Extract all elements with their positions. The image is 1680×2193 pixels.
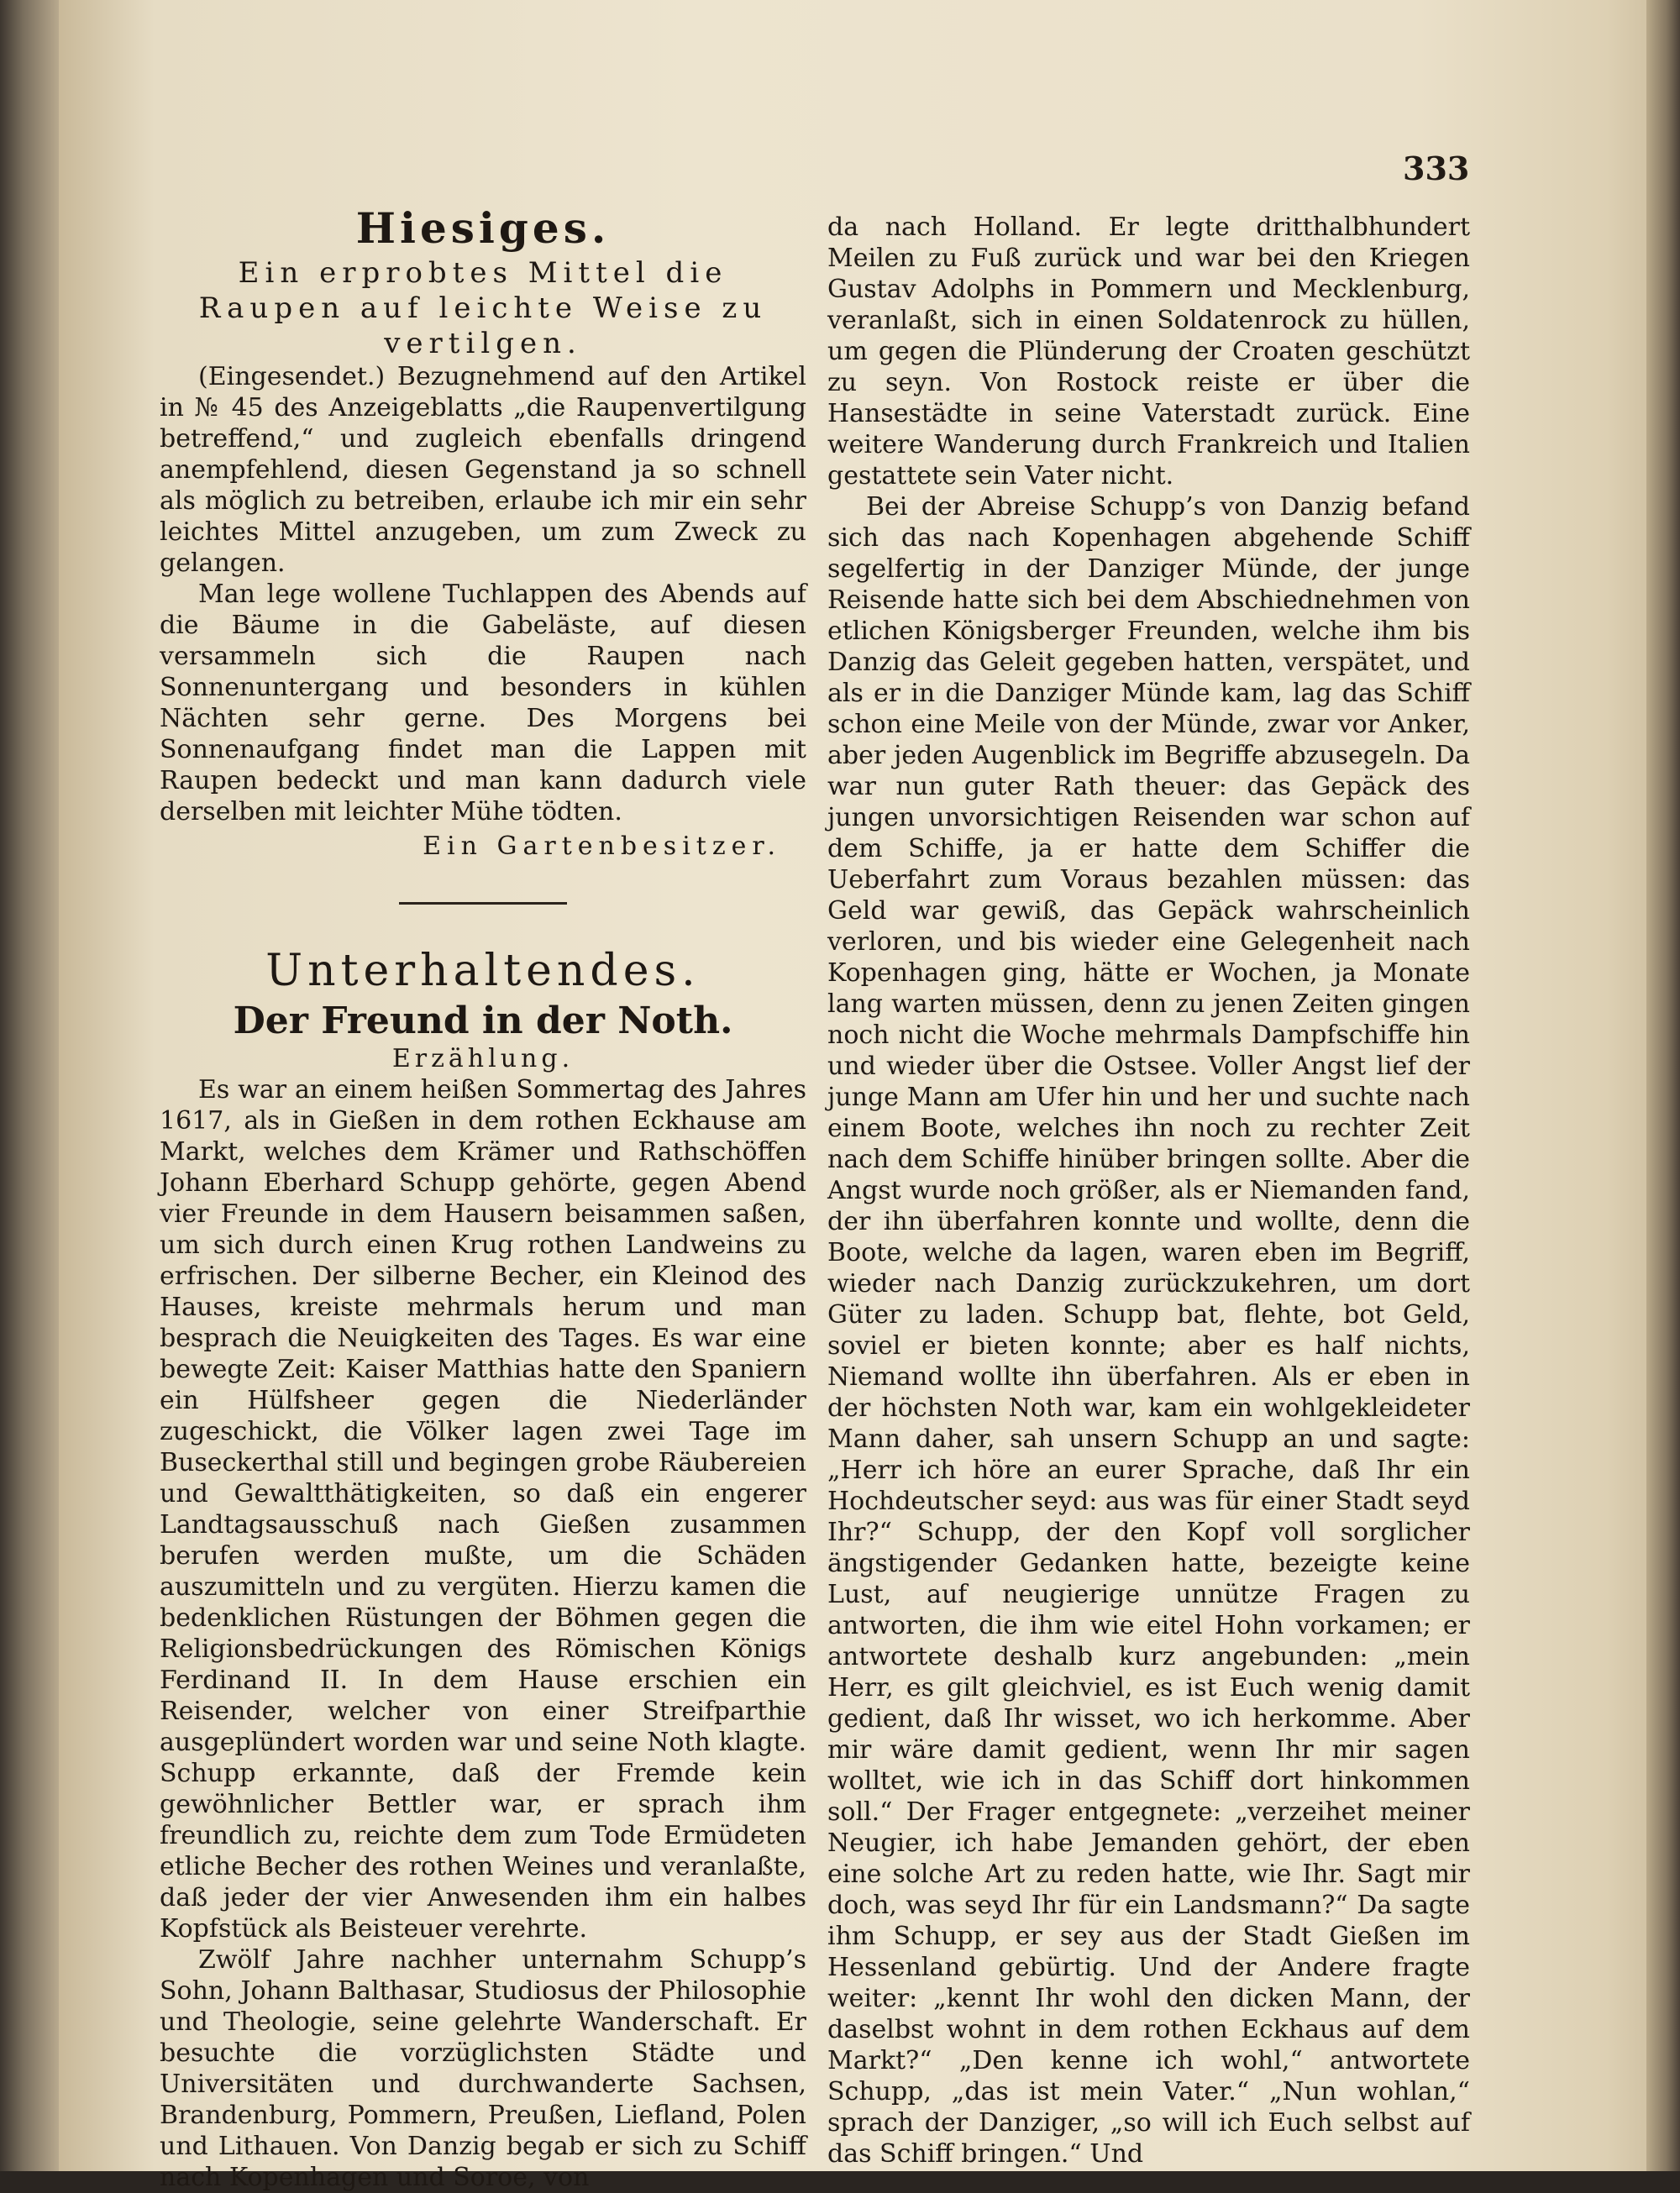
story-continuation-paragraph-2: Bei der Abreise Schupp’s von Danzig befand sich das nach Kopenhagen abgehende Schiff segelfertig in der Danziger Münde, der junge Reisende hatte sich bei dem Abschiednehmen von etlichen Königsberger Freunden, welche ihm bis Danzig das Geleit gegeben hatten, verspätet, und als er in die Danziger Münde kam, lag das Schiff schon eine Meile von der Münde, zwar vor Anker, aber jeden Augenblick im Begriffe abzusegeln. Da war nun guter Rath theuer: das Gepäck des jungen unvorsichtigen Reisenden war schon auf dem Schiffe, ja er hatte dem Schiffer die Ueberfahrt zum Voraus bezahlen müssen: das Geld war gewiß, das Gepäck wahrscheinlich verloren, und bis wieder eine Gelegenheit nach Kopenhagen ging, hätte er Wochen, ja Monate lang warten müssen, denn zu jenen Zeiten gingen noch nicht die Woche mehrmals Dampfschiffe hin und wieder über die Ostsee. Voller Angst lief der junge Mann am Ufer hin und her und suchte nach einem Boote, welches ihn noch zu rechter Zeit nach dem Schiffe hinüber bringen sollte. Aber die Angst wurde noch größer, als er Niemanden fand, der ihn überfahren konnte und wollte, denn die Boote, welche da lagen, waren eben im Begriff, wieder nach Danzig zurückzukehren, um dort Güter zu laden. Schupp bat, flehte, bot Geld, soviel er bieten konnte; aber es half nichts, Niemand wollte ihn überfahren. Als er eben in der höchsten Noth war, kam ein wohlgekleideter Mann daher, sah unsern Schupp an und sagte: „Herr ich höre an eurer Sprache, daß Ihr ein Hochdeutscher seyd: aus was für einer Stadt seyd Ihr?“ Schupp, der den Kopf voll sorglicher ängstigender Gedanken hatte, bezeigte keine Lust, auf neugierige unnütze Fragen zu antworten, die ihm wie eitel Hohn vorkamen; er antwortete deshalb kurz angebunden: „mein Herr, es gilt gleichviel, es ist Euch wenig damit gedient, daß Ihr wisset, wo ich herkomme. Aber mir wäre damit gedient, wenn Ihr mir sagen wolltet, wie ich in das Schiff dort hinkommen soll.“ Der Frager entgegnete: „verzeihet meiner Neugier, ich habe Jemanden gehört, der eben eine solche Art zu reden hatte, wie Ihr. Sagt mir doch, was seyd Ihr für ein Landsmann?“ Da sagte ihm Schupp, er sey aus der Stadt Gießen im Hessenland gebürtig. Und der Andere fragte weiter: „kennt Ihr wohl den dicken Mann, der daselbst wohnt in dem rothen Eckhaus auf dem Markt?“ „Den kenne ich wohl,“ antwortete Schupp, „das ist mein Vater.“ „Nun wohlan,“ sprach der Danziger, „so will ich Euch selbst auf das Schiff bringen.“ Und [827,492,1470,2169]
right-column [827,212,1470,2169]
story-title: Der Freund in der Noth. [233,999,733,1042]
article-signature: Ein Gartenbesitzer. [423,832,781,861]
page-stack-edge [1646,0,1680,2171]
story-genre: Erzählung. [391,1044,575,1073]
article-paragraph-2: Man lege wollene Tuchlappen des Abends auf die Bäume in die Gabeläste, auf diesen versammeln sich die Raupen nach Sonnenuntergang und besonders in kühlen Nächten sehr gerne. Des Morgens bei Sonnenaufgang findet man die Lappen mit Raupen bedeckt und man kann dadurch viele derselben mit leichter Mühe tödten. [160,580,806,826]
story-paragraph-2: Zwölf Jahre nachher unternahm Schupp’s Sohn, Johann Balthasar, Studiosus der Philosophie und Theologie, seine gelehrte Wanderschaft. Er besuchte die vorzüglichsten Städte und Universitäten und durchwanderte Sachsen, Brandenburg, Pommern, Preußen, Liefland, Polen und Lithauen. Von Danzig begab er sich zu Schiff nach Kopenhagen und Soroe, von [160,1945,806,2192]
page-number: 333 [1403,150,1470,187]
entertainment-heading: Unterhaltendes. [265,946,701,996]
section-divider [399,902,567,905]
story-paragraph-1: Es war an einem heißen Sommertag des Jahres 1617, als in Gießen in dem rothen Eckhause am Markt, welches dem Krämer und Rathschöffen Johann Eberhard Schupp gehörte, gegen Abend vier Freunde in dem Hausern beisammen saßen, um sich durch einen Krug rothen Landweins zu erfrischen. Der silberne Becher, ein Kleinod des Hauses, kreiste mehrmals herum und man besprach die Neuigkeiten des Tages. Es war eine bewegte Zeit: Kaiser Matthias hatte den Spaniern ein Hülfsheer gegen die Niederländer zugeschickt, die Völker lagen zwei Tage im Buseckerthal still und begingen grobe Räubereien und Gewaltthätigkeiten, so daß ein engerer Landtagsausschuß nach Gießen zusammen berufen werden mußte, um die Schäden auszumitteln und zu vergüten. Hierzu kamen die bedenklichen Rüstungen der Böhmen gegen die Religionsbedrückungen des Römischen Königs Ferdinand II. In dem Hause erschien ein Reisender, welcher von einer Streifparthie ausgeplündert worden war und seine Noth klagte. Schupp erkannte, daß der Fremde kein gewöhnlicher Bettler war, er sprach ihm freundlich zu, reichte dem zum Tode Ermüdeten etliche Becher des rothen Weines und veranlaßte, daß jeder der vier Anwesenden ihm ein halbes Kopfstück als Beisteuer verehrte. [160,1075,806,1944]
previous-page-edge [0,0,59,2171]
story-continuation-paragraph-1: da nach Holland. Er legte dritthalbhundert Meilen zu Fuß zurück und war bei den Kriegen Gustav Adolphs in Pommern und Mecklenburg, veranlaßt, sich in einen Soldatenrock zu hüllen, um gegen die Plünderung der Croaten geschützt zu seyn. Von Rostock reiste er über die Hansestädte in seine Vaterstadt zurück. Eine weitere Wanderung durch Frankreich und Italien gestattete sein Vater nicht. [827,212,1470,491]
article-title: Ein erprobtes Mittel die Raupen auf leichte Weise zu vertilgen. [198,256,768,360]
local-news-heading: Hiesiges. [355,203,611,253]
article-paragraph-1: (Eingesendet.) Bezugnehmend auf den Artikel in № 45 des Anzeigeblatts „die Raupenvertilgung betreffend,“ und zugleich ebenfalls dringend anempfehlend, diesen Gegenstand ja so schnell als möglich zu betreiben, erlaube ich mir ein sehr leichtes Mittel anzugeben, um zum Zweck zu gelangen. [160,362,806,578]
left-column [160,202,806,2193]
